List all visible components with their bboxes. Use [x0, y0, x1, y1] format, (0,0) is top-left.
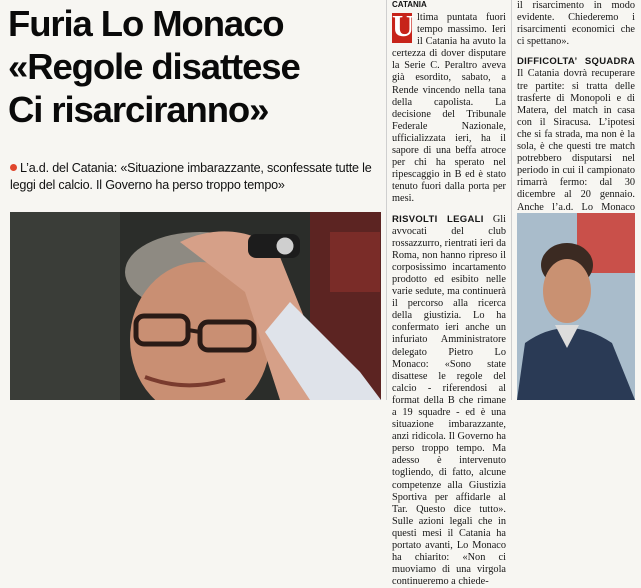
section-lead-risvolti: RISVOLTI LEGALI: [392, 214, 484, 225]
article-intro: [392, 12, 506, 206]
article-column-1: [392, 12, 506, 588]
article-continuation: il risarcimento in modo evidente. Chiederemo i risarcimenti economici che ci spettano».: [517, 0, 635, 48]
headline: [8, 2, 388, 131]
section-lead-difficolta: DIFFICOLTA’ SQUADRA: [517, 56, 635, 67]
portrait-illustration: [10, 212, 381, 400]
section-kicker: CATANIA: [392, 0, 427, 9]
headline-line-2: «Regole disattese: [8, 45, 388, 88]
subheadline-text: L’a.d. del Catania: «Situazione imbarazzante, sconfessate tutte le leggi del calcio. Il Governo ha perso troppo tempo»: [10, 161, 372, 192]
column-divider: [386, 0, 387, 400]
subheadline: [10, 160, 388, 194]
article-body-text: Il Catania dovrà recuperare tre partite: si tratta delle trasferte di Monopoli e di Matera, del match in casa con il Siracusa. L’ipotesi che si fa strada, ma non è la sola, è che questi tre match potrebbero disputarsi nel periodo in cui il campionato rimarrà fermo: dal 30 dicembre al 20 gennaio. Anche l’a.d. Lo Monaco: [517, 68, 635, 297]
coach-illustration: [517, 213, 635, 400]
article-body-text: Gli avvocati del club rossazzurro, rientrati ieri da Roma, non hanno ripreso il corposissimo incartamento prodotto ed esibito nelle varie sedute, ma continuerà il percorso alla ricerca della giustizia. Lo ha confermato ieri anche un infuriato Amministratore delegato Pietro Lo Monaco: «Sono state disattese le regole del calcio - riferendosi al format della B che rimane a 19 squadre - ed è una situazione imbarazzante, anzi ridicola. Il Governo ha perso troppo tempo. Ma adesso è intervenuto togliendo, di fatto, alcune competenze alla Giustizia Sportiva per affidarle al Tar. Questo dice tutto». Sulle azioni legali che in questi mesi il Catania ha portato avanti, Lo Monaco ha chiarito: «Non ci muoviamo di una virgola continueremo a chiede-: [392, 214, 506, 588]
article-section: [392, 214, 506, 588]
side-photo: [517, 213, 635, 400]
column-divider: [511, 0, 512, 400]
dropcap: U: [392, 13, 412, 43]
headline-line-3: Ci risarciranno»: [8, 88, 388, 131]
headline-line-1: Furia Lo Monaco: [8, 2, 388, 45]
article-intro-text: ltima puntata fuori tempo massimo. Ieri il Catania ha avuto la certezza di dover disputare la Serie C. Peraltro aveva già esordito, sabato, a Rende vincendo nella tana della capolista. La decisione del Tribunale Federale Nazionale, ufficializzata ieri, ha il sapore di una beffa atroce per chi ha sperato nel ripescaggio in B ed è stato tenuto fuori dalla porta per mesi.: [392, 12, 506, 204]
main-photo: [10, 212, 381, 400]
bullet-dot-icon: [10, 164, 17, 171]
